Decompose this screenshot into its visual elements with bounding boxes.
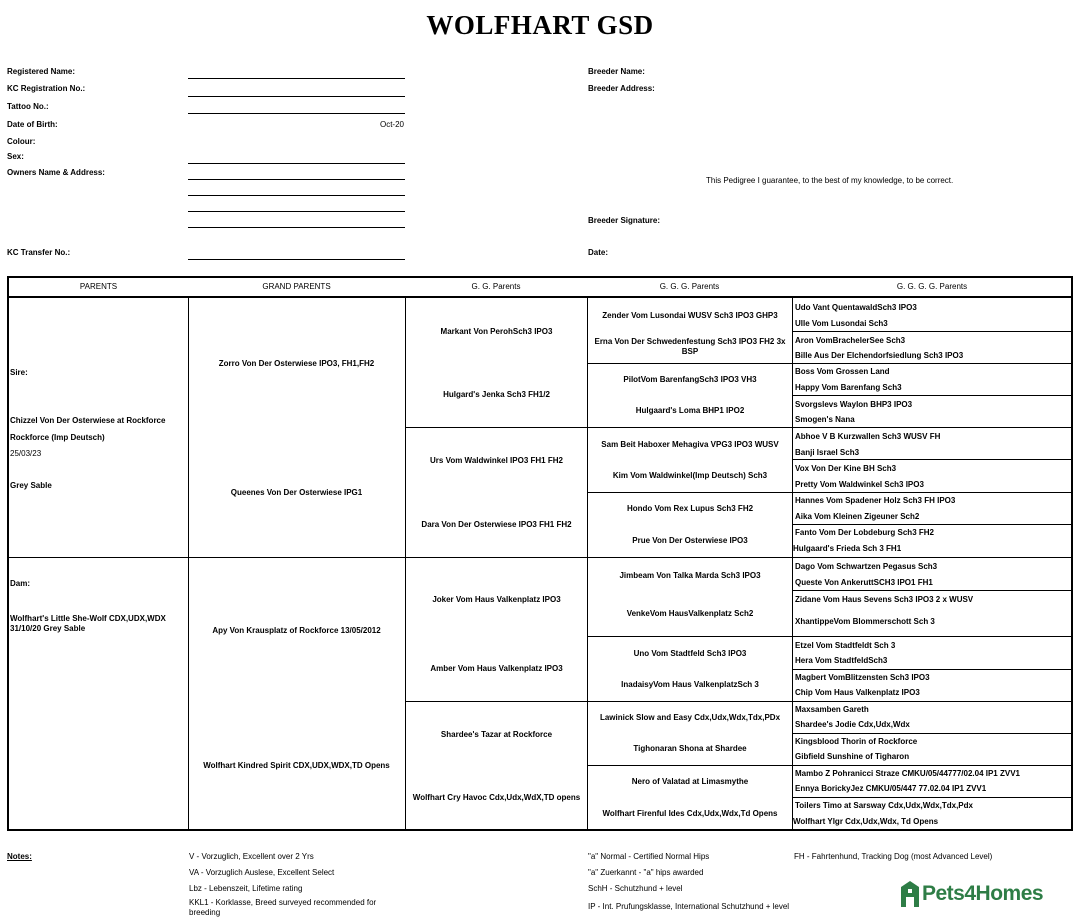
gggg-sep [792, 427, 1072, 428]
ggg-parent-name: Hulgaard's Loma BHP1 IPO2 [635, 406, 745, 415]
gg-box-2 [405, 427, 588, 558]
tattoo-label: Tattoo No.: [7, 102, 49, 111]
gggg-parent-name: Gibfield Sunshine of Tigharon [795, 752, 910, 761]
ggg-parent-name: Jimbeam Von Talka Marda Sch3 IPO3 [619, 571, 761, 580]
gggg-parent-name: Queste Von AnkeruttSCH3 IPO1 FH1 [795, 578, 933, 587]
ggg-parent-name: Nero of Valatad at Limasmythe [631, 777, 749, 786]
dam-name-line1: Wolfhart's Little She-Wolf CDX,UDX,WDX [10, 614, 166, 623]
gggg-parent-name: Maxsamben Gareth [795, 705, 869, 714]
gggg-parent-name: Banji Israel Sch3 [795, 448, 860, 457]
gggg-sep [792, 797, 1072, 798]
breeder-signature-label: Breeder Signature: [588, 216, 661, 225]
ggg-parent-name: VenkeVom HausValkenplatz Sch2 [626, 609, 754, 618]
note-item: "a" Normal - Certified Normal Hips [588, 852, 710, 861]
header-gg-parents: G. G. Parents [471, 282, 521, 291]
ggg-parent-name: Hondo Vom Rex Lupus Sch3 FH2 [626, 504, 754, 513]
gg-parent-name: Shardee's Tazar at Rockforce [440, 730, 553, 739]
kc-transfer-line [188, 259, 405, 260]
grandparent-box-bottom [188, 557, 406, 830]
dam-box [8, 557, 189, 830]
grandparent-name: Wolfhart Kindred Spirit CDX,UDX,WDX,TD Opens [203, 761, 390, 770]
page-title: WOLFHART GSD [426, 10, 654, 40]
ggg-parent-name: Zender Vom Lusondai WUSV Sch3 IPO3 GHP3 [602, 311, 778, 320]
notes-label: Notes: [7, 852, 32, 861]
grandparent-name: Apy Von Krausplatz of Rockforce 13/05/2012 [212, 626, 381, 635]
gggg-sep [792, 331, 1072, 332]
ggg-parent-name: Prue Von Der Osterwiese IPO3 [632, 536, 748, 545]
gggg-sep [792, 733, 1072, 734]
pets4homes-logo-text: Pets4Homes [922, 882, 1044, 905]
kc-registration-line [188, 96, 405, 97]
note-item: FH - Fahrtenhund, Tracking Dog (most Advanced Level) [794, 852, 993, 861]
sire-name-line2: Rockforce (Imp Deutsch) [10, 433, 105, 442]
sire-dob: 25/03/23 [10, 449, 42, 458]
registered-name-label: Registered Name: [7, 67, 76, 76]
header-parents: PARENTS [79, 282, 118, 291]
ggg-parent-name: Sam Beit Haboxer Mehagiva VPG3 IPO3 WUSV [601, 440, 779, 449]
gggg-parent-name: Ennya BorickyJez CMKU/05/447 77.02.04 IP1 ZVV1 [795, 784, 987, 793]
owners-label: Owners Name & Address: [7, 168, 105, 177]
gggg-parent-name: Boss Vom Grossen Land [795, 367, 890, 376]
gg-parent-name: Joker Vom Haus Valkenplatz IPO3 [432, 595, 561, 604]
sire-box [8, 297, 189, 558]
tattoo-line [188, 113, 405, 114]
gg-box-4 [405, 701, 588, 830]
gggg-parent-name: Udo Vant QuentawaldSch3 IPO3 [795, 303, 917, 312]
note-item: IP - Int. Prufungsklasse, International Schutzhund + level [588, 902, 790, 911]
header-ggg-parents: G. G. G. Parents [659, 282, 720, 291]
gggg-parent-name: Magbert VomBlitzensten Sch3 IPO3 [795, 673, 930, 682]
ggg-parent-name: PilotVom BarenfangSch3 IPO3 VH3 [623, 375, 757, 384]
gggg-parent-name: XhantippeVom Blommerschott Sch 3 [795, 617, 935, 626]
note-item: "a" Zuerkannt - "a" hips awarded [588, 868, 704, 877]
gggg-parent-name: Hannes Vom Spadener Holz Sch3 FH IPO3 [795, 496, 956, 505]
gg-parent-name: Hulgard's Jenka Sch3 FH1/2 [443, 390, 550, 399]
ggg-parent-name: Lawinick Slow and Easy Cdx,Udx,Wdx,Tdx,PDx [599, 713, 781, 722]
ggg-parent-name: Erna Von Der Schwedenfestung Sch3 IPO3 FH2 3x BSP [594, 337, 786, 356]
ggg-parent-name: Uno Vom Stadtfeld Sch3 IPO3 [633, 649, 747, 658]
owners-line-3 [188, 211, 405, 212]
gggg-sep [792, 636, 1072, 637]
kc-registration-label: KC Registration No.: [7, 84, 86, 93]
ggg-parent-name: Wolfhart Firenful Ides Cdx,Udx,Wdx,Td Opens [602, 809, 778, 818]
gggg-parent-name: Mambo Z Pohranicci Straze CMKU/05/44777/02.04 IP1 ZVV1 [795, 769, 1020, 778]
gggg-parent-name: Dago Vom Schwartzen Pegasus Sch3 [795, 562, 938, 571]
pets4homes-house-icon [898, 879, 922, 909]
header-grand-parents: GRAND PARENTS [262, 282, 331, 291]
ggg-parent-name: Tighonaran Shona at Shardee [633, 744, 747, 753]
gggg-sep [792, 669, 1072, 670]
note-item: Lbz - Lebenszeit, Lifetime rating [189, 884, 303, 893]
gggg-parent-name: Kingsblood Thorin of Rockforce [795, 737, 918, 746]
gggg-sep [792, 395, 1072, 396]
kc-transfer-label: KC Transfer No.: [7, 248, 71, 257]
gggg-sep [792, 524, 1072, 525]
grandparent-box-top [188, 297, 406, 558]
gggg-parent-name: Shardee's Jodie Cdx,Udx,Wdx [795, 720, 910, 729]
gggg-sep [792, 557, 1072, 558]
sire-colour: Grey Sable [10, 481, 52, 490]
gggg-sep [792, 459, 1072, 460]
owners-line-1 [188, 179, 405, 180]
gggg-parent-name: Svorgslevs Waylon BHP3 IPO3 [795, 400, 913, 409]
gggg-parent-name: Abhoe V B Kurzwallen Sch3 WUSV FH [795, 432, 941, 441]
gggg-parent-name: Wolfhart Ylgr Cdx,Udx,Wdx, Td Opens [793, 817, 939, 826]
gggg-parent-name: Aron VomBrachelerSee Sch3 [795, 336, 906, 345]
gggg-parent-name: Toilers Timo at Sarsway Cdx,Udx,Wdx,Tdx,Pdx [795, 801, 973, 810]
dam-name-line2: 31/10/20 Grey Sable [10, 624, 86, 633]
owners-line-2 [188, 195, 405, 196]
sire-name-line1: Chizzel Von Der Osterwiese at Rockforce [10, 416, 166, 425]
gggg-parent-name: Vox Von Der Kine BH Sch3 [795, 464, 897, 473]
sire-label: Sire: [10, 368, 28, 377]
gggg-parent-name: Hera Vom StadtfeldSch3 [795, 656, 888, 665]
gggg-sep [792, 363, 1072, 364]
pets4homes-logo [898, 878, 1058, 910]
gggg-parent-name: Happy Vom Barenfang Sch3 [795, 383, 902, 392]
dob-label: Date of Birth: [7, 120, 58, 129]
guarantee-text: This Pedigree I guarantee, to the best of my knowledge, to be correct. [706, 176, 954, 185]
ggg-parent-name: Kim Vom Waldwinkel(Imp Deutsch) Sch3 [612, 471, 768, 480]
gggg-parent-name: Chip Vom Haus Valkenplatz IPO3 [795, 688, 920, 697]
grandparent-name: Zorro Von Der Osterwiese IPO3, FH1,FH2 [218, 359, 375, 368]
colour-label: Colour: [7, 137, 36, 146]
header-gggg-parents: G. G. G. G. Parents [896, 282, 968, 291]
gggg-sep [792, 701, 1072, 702]
gg-parent-name: Markant Von PerohSch3 IPO3 [440, 327, 553, 336]
gggg-parent-name: Smogen's Nana [795, 415, 855, 424]
gggg-parent-name: Fanto Vom Der Lobdeburg Sch3 FH2 [795, 528, 934, 537]
gg-box-1 [405, 297, 588, 428]
gg-parent-name: Amber Vom Haus Valkenplatz IPO3 [430, 664, 563, 673]
breeder-address-label: Breeder Address: [588, 84, 655, 93]
gggg-sep [792, 492, 1072, 493]
gg-parent-name: Dara Von Der Osterwiese IPO3 FH1 FH2 [421, 520, 572, 529]
sex-label: Sex: [7, 152, 24, 161]
note-item: KKL1 - Korklasse, Breed surveyed recommended for breeding [189, 898, 377, 917]
gggg-sep [792, 765, 1072, 766]
gg-parent-name: Wolfhart Cry Havoc Cdx,Udx,WdX,TD opens [412, 793, 581, 802]
registered-name-line [188, 78, 405, 79]
gggg-parent-name: Etzel Vom Stadtfeldt Sch 3 [795, 641, 896, 650]
gggg-sep [792, 590, 1072, 591]
gggg-parent-name: Pretty Vom Waldwinkel Sch3 IPO3 [795, 480, 924, 489]
gggg-parent-name: Hulgaard's Frieda Sch 3 FH1 [793, 544, 902, 553]
gg-parent-name: Urs Vom Waldwinkel IPO3 FH1 FH2 [430, 456, 563, 465]
grandparent-name: Queenes Von Der Osterwiese IPG1 [230, 488, 363, 497]
dam-label: Dam: [10, 579, 31, 588]
note-item: VA - Vorzuglich Auslese, Excellent Select [189, 868, 335, 877]
owners-line-4 [188, 227, 405, 228]
note-item: V - Vorzuglich, Excellent over 2 Yrs [189, 852, 314, 861]
breeder-name-label: Breeder Name: [588, 67, 645, 76]
gggg-parent-name: Bille Aus Der Elchendorfsiedlung Sch3 IPO3 [795, 351, 964, 360]
gggg-parent-name: Aika Vom Kleinen Zigeuner Sch2 [795, 512, 920, 521]
gg-box-3 [405, 557, 588, 702]
dob-value: Oct-20 [379, 120, 404, 129]
date-label: Date: [588, 248, 609, 257]
gggg-parent-name: Ulle Vom Lusondai Sch3 [795, 319, 888, 328]
sex-line [188, 163, 405, 164]
gggg-parent-name: Zidane Vom Haus Sevens Sch3 IPO3 2 x WUSV [795, 595, 974, 604]
ggg-parent-name: InadaisyVom Haus ValkenplatzSch 3 [621, 680, 759, 689]
note-item: SchH - Schutzhund + level [588, 884, 683, 893]
